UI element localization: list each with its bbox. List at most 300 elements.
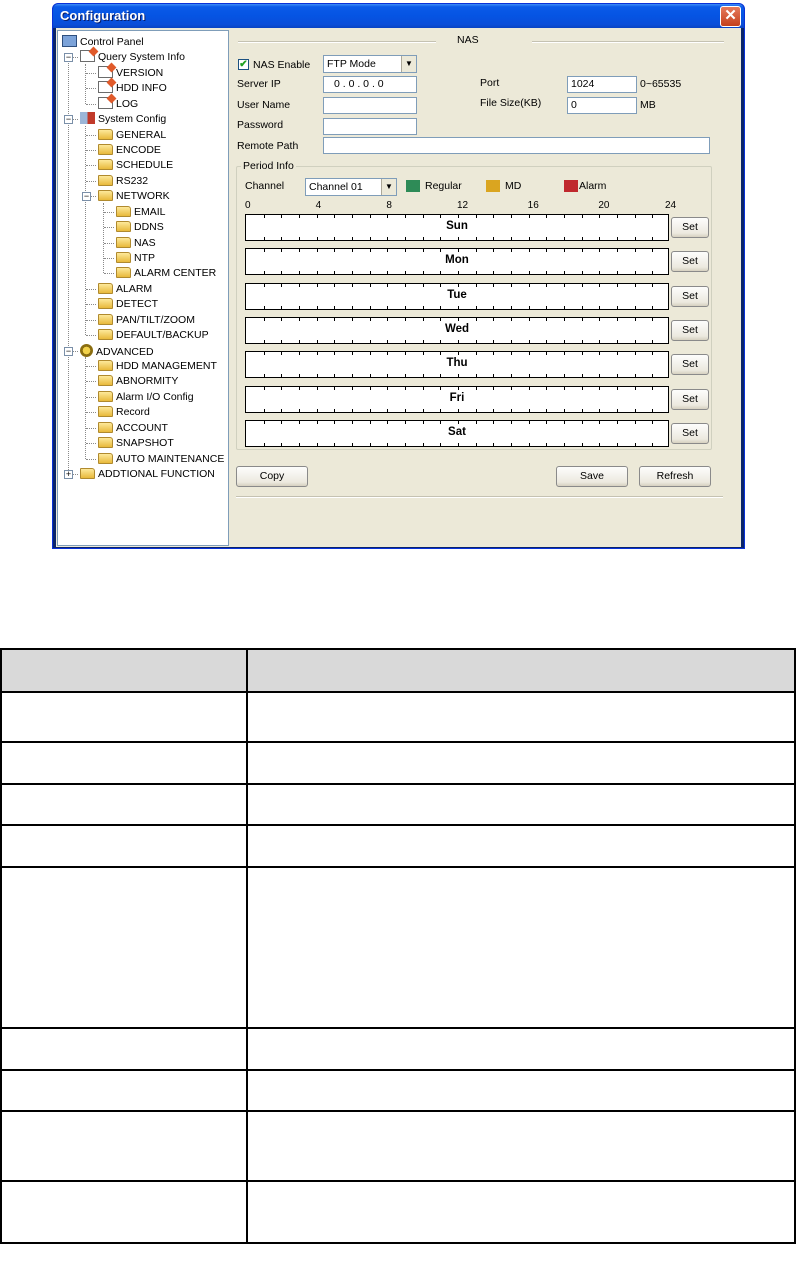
tree-item-label: RS232 xyxy=(116,174,149,187)
hour-tick xyxy=(635,318,636,321)
hour-tick xyxy=(511,249,512,252)
hour-tick xyxy=(352,284,353,287)
hour-tick xyxy=(281,352,282,355)
hour-tick xyxy=(529,340,530,343)
hour-tick xyxy=(564,352,565,355)
day-timeline-wed[interactable] xyxy=(245,317,669,344)
monitor-icon xyxy=(62,35,77,47)
table-cell xyxy=(247,742,795,784)
hour-tick xyxy=(405,215,406,218)
hour-tick xyxy=(440,318,441,321)
config-tree xyxy=(57,30,229,546)
hour-tick xyxy=(370,306,371,309)
hour-tick xyxy=(476,237,477,240)
hour-tick xyxy=(317,443,318,446)
hour-tick xyxy=(599,271,600,274)
tree-item-rs232[interactable] xyxy=(98,174,148,189)
tree-item-label: NAS xyxy=(134,236,156,249)
hour-tick xyxy=(652,387,653,390)
hour-tick xyxy=(546,284,547,287)
hour-tick xyxy=(582,352,583,355)
hour-tick xyxy=(458,318,459,321)
nas-enable-label: NAS Enable xyxy=(253,59,311,71)
hour-tick xyxy=(529,284,530,287)
hour-tick xyxy=(370,284,371,287)
hour-tick xyxy=(334,306,335,309)
folder-icon xyxy=(116,252,131,263)
tree-guide-line xyxy=(86,428,96,429)
set-button-mon[interactable]: Set xyxy=(671,251,709,272)
hour-tick xyxy=(405,443,406,446)
hour-tick xyxy=(511,237,512,240)
tree-item-alarm[interactable] xyxy=(98,282,152,297)
title-bar[interactable] xyxy=(53,4,744,28)
collapse-icon[interactable]: − xyxy=(65,345,72,356)
hour-tick xyxy=(264,215,265,218)
hour-tick xyxy=(440,249,441,252)
hour-tick xyxy=(617,443,618,446)
hour-tick xyxy=(599,409,600,412)
tree-item-hdd-management[interactable] xyxy=(98,359,217,374)
hour-tick xyxy=(652,249,653,252)
hour-tick xyxy=(635,249,636,252)
hour-tick xyxy=(334,237,335,240)
hour-tick xyxy=(617,421,618,424)
folder-icon xyxy=(98,453,113,464)
hour-tick xyxy=(511,421,512,424)
hour-tick xyxy=(334,443,335,446)
tools-icon xyxy=(80,112,95,124)
tree-item-label: Record xyxy=(116,406,150,419)
user-name-input[interactable] xyxy=(323,97,417,114)
nas-enable-checkbox[interactable] xyxy=(238,59,249,70)
tree-item-auto-maintenance[interactable] xyxy=(98,452,224,467)
folder-icon xyxy=(98,190,113,201)
hour-tick xyxy=(652,318,653,321)
hour-tick xyxy=(281,271,282,274)
hour-tick xyxy=(334,249,335,252)
day-timeline-tue[interactable] xyxy=(245,283,669,310)
set-button-sat[interactable]: Set xyxy=(671,423,709,444)
hour-tick xyxy=(370,387,371,390)
hour-tick xyxy=(564,249,565,252)
hour-tick xyxy=(352,409,353,412)
hour-tick xyxy=(599,249,600,252)
hour-tick xyxy=(299,421,300,424)
tree-guide-line xyxy=(104,227,114,228)
hour-tick xyxy=(405,249,406,252)
hour-tick xyxy=(334,387,335,390)
tree-item-label: ALARM CENTER xyxy=(134,267,217,280)
hour-tick xyxy=(582,306,583,309)
hour-tick xyxy=(458,249,459,252)
tree-item-alarm-center[interactable] xyxy=(116,266,216,281)
folder-open-icon xyxy=(116,237,131,248)
tree-item-default-backup[interactable] xyxy=(98,328,209,343)
folder-icon xyxy=(98,375,113,386)
hour-tick xyxy=(582,409,583,412)
tree-item-record[interactable] xyxy=(98,405,150,420)
hour-tick xyxy=(352,352,353,355)
hour-tick xyxy=(317,215,318,218)
hour-tick xyxy=(599,215,600,218)
hour-tick xyxy=(352,443,353,446)
hour-tick xyxy=(493,340,494,343)
hour-tick xyxy=(511,374,512,377)
alarm-legend-label: Alarm xyxy=(579,180,607,192)
tree-guide-line xyxy=(86,443,96,444)
edit-doc-icon xyxy=(98,81,113,93)
hour-tick xyxy=(264,249,265,252)
tree-item-label: VERSION xyxy=(116,66,164,79)
hour-tick xyxy=(635,443,636,446)
hour-tick xyxy=(299,306,300,309)
hour-tick xyxy=(546,443,547,446)
hour-tick xyxy=(599,306,600,309)
hour-tick xyxy=(317,387,318,390)
hour-tick xyxy=(652,374,653,377)
hour-tick xyxy=(334,271,335,274)
folder-icon xyxy=(98,360,113,371)
tree-item-abnormity[interactable] xyxy=(98,374,178,389)
hour-tick xyxy=(582,421,583,424)
tree-guide-line xyxy=(104,258,114,259)
user-name-label: User Name xyxy=(237,99,291,111)
tree-item-label: System Config xyxy=(98,113,167,126)
set-button-wed[interactable]: Set xyxy=(671,320,709,341)
hour-tick xyxy=(652,271,653,274)
set-button-thu[interactable]: Set xyxy=(671,354,709,375)
hour-tick xyxy=(652,237,653,240)
hour-tick xyxy=(281,340,282,343)
tree-item-label: ENCODE xyxy=(116,144,161,156)
edit-doc-icon xyxy=(80,50,95,62)
hour-tick xyxy=(635,271,636,274)
hour-tick-label: 0 xyxy=(245,200,251,211)
hour-tick xyxy=(546,340,547,343)
hour-tick xyxy=(476,409,477,412)
hour-tick xyxy=(370,215,371,218)
hour-tick xyxy=(582,271,583,274)
table-cell xyxy=(1,1028,247,1070)
hour-tick xyxy=(652,409,653,412)
window-client xyxy=(56,28,741,547)
hour-tick xyxy=(599,237,600,240)
mode-select-value: FTP Mode xyxy=(327,58,376,70)
hour-tick xyxy=(599,421,600,424)
hour-tick xyxy=(405,237,406,240)
tree-item-hdd-info[interactable] xyxy=(98,81,167,96)
hour-tick xyxy=(264,443,265,446)
expand-icon[interactable]: + xyxy=(65,469,72,480)
day-timeline-sun[interactable] xyxy=(245,214,669,241)
tree-item-system-config[interactable] xyxy=(80,112,166,127)
hour-tick xyxy=(493,443,494,446)
hour-tick xyxy=(582,443,583,446)
hour-tick xyxy=(317,306,318,309)
hour-tick xyxy=(546,374,547,377)
hour-tick xyxy=(281,387,282,390)
hour-tick xyxy=(352,271,353,274)
alarm-swatch xyxy=(564,180,578,192)
hour-tick xyxy=(423,306,424,309)
hour-tick xyxy=(529,352,530,355)
day-timeline-mon[interactable] xyxy=(245,248,669,275)
hour-tick xyxy=(564,306,565,309)
hour-tick xyxy=(529,409,530,412)
port-input[interactable]: 1024 xyxy=(567,76,637,93)
hour-tick xyxy=(564,409,565,412)
tree-item-detect[interactable] xyxy=(98,297,158,312)
tree-item-network[interactable] xyxy=(98,189,170,204)
hour-tick xyxy=(299,249,300,252)
hour-tick xyxy=(264,318,265,321)
hour-tick xyxy=(387,284,388,287)
hour-tick xyxy=(317,284,318,287)
hour-tick xyxy=(281,284,282,287)
period-info-legend: Period Info xyxy=(243,160,294,172)
hour-tick xyxy=(264,271,265,274)
hour-tick xyxy=(387,374,388,377)
day-timeline-fri[interactable] xyxy=(245,386,669,413)
tree-item-ntp[interactable] xyxy=(116,251,155,266)
collapse-icon[interactable]: − xyxy=(83,191,90,202)
tree-item-log[interactable] xyxy=(98,97,138,112)
hour-tick xyxy=(423,387,424,390)
tree-item-snapshot[interactable] xyxy=(98,436,174,451)
hour-tick xyxy=(405,352,406,355)
hour-tick xyxy=(458,340,459,343)
hour-tick xyxy=(299,215,300,218)
tree-item-nas[interactable] xyxy=(116,236,156,251)
tree-guide-line xyxy=(86,88,96,89)
table-row xyxy=(1,1111,795,1181)
tree-item-ddns[interactable] xyxy=(116,220,164,235)
remote-path-input[interactable] xyxy=(323,137,710,154)
hour-tick xyxy=(564,318,565,321)
tree-guide-line xyxy=(86,304,96,305)
hour-tick xyxy=(264,237,265,240)
hour-tick xyxy=(652,421,653,424)
table-row xyxy=(1,742,795,784)
hour-tick xyxy=(352,387,353,390)
table-cell xyxy=(247,1181,795,1243)
folder-icon xyxy=(98,175,113,186)
hour-tick xyxy=(370,421,371,424)
folder-icon xyxy=(98,422,113,433)
hour-tick xyxy=(476,284,477,287)
hour-tick xyxy=(635,215,636,218)
hour-tick xyxy=(405,374,406,377)
tree-item-account[interactable] xyxy=(98,421,168,436)
hour-tick xyxy=(334,284,335,287)
hour-tick xyxy=(635,306,636,309)
hour-tick xyxy=(511,340,512,343)
hour-tick xyxy=(352,249,353,252)
folder-icon xyxy=(98,314,113,325)
configuration-window xyxy=(52,3,745,549)
server-ip-input[interactable]: 0 . 0 . 0 . 0 xyxy=(323,76,417,93)
hour-tick xyxy=(635,340,636,343)
hour-tick xyxy=(546,318,547,321)
hour-tick-label: 12 xyxy=(457,200,469,211)
tree-item-query-system-info[interactable] xyxy=(80,50,185,65)
table-row xyxy=(1,1181,795,1243)
tree-item-label: PAN/TILT/ZOOM xyxy=(116,313,195,326)
tree-item-control-panel[interactable] xyxy=(62,35,144,50)
tree-guide-line xyxy=(86,335,96,336)
hour-tick xyxy=(617,352,618,355)
tree-item-label: ACCOUNT xyxy=(116,421,168,434)
tree-item-label: AUTO MAINTENANCE xyxy=(116,452,225,465)
md-swatch xyxy=(486,180,500,192)
hour-tick-label: 24 xyxy=(665,200,677,211)
hour-tick xyxy=(458,306,459,309)
section-divider-right xyxy=(532,41,724,43)
hour-tick xyxy=(546,421,547,424)
day-timeline-thu[interactable] xyxy=(245,351,669,378)
day-name: Fri xyxy=(449,391,465,404)
window-title: Configuration xyxy=(60,8,146,23)
file-size-input[interactable]: 0 xyxy=(567,97,637,114)
hour-tick xyxy=(352,306,353,309)
day-name: Thu xyxy=(446,357,468,370)
hour-tick xyxy=(440,215,441,218)
hour-tick xyxy=(617,237,618,240)
hour-tick xyxy=(476,306,477,309)
set-button-fri[interactable]: Set xyxy=(671,389,709,410)
hour-tick xyxy=(493,306,494,309)
nas-panel xyxy=(232,28,741,547)
hour-tick xyxy=(493,249,494,252)
tree-item-label: DDNS xyxy=(134,221,164,234)
hour-tick xyxy=(370,249,371,252)
hour-tick xyxy=(511,443,512,446)
hour-tick xyxy=(387,352,388,355)
hour-tick xyxy=(352,421,353,424)
table-header-cell xyxy=(1,649,247,692)
tree-item-label: HDD INFO xyxy=(116,82,167,95)
hour-tick xyxy=(370,318,371,321)
hour-tick xyxy=(582,387,583,390)
tree-item-label: LOG xyxy=(116,97,139,110)
tree-item-label: DEFAULT/BACKUP xyxy=(116,329,209,342)
hour-tick xyxy=(529,237,530,240)
hour-tick xyxy=(493,374,494,377)
hour-tick xyxy=(387,249,388,252)
save-button[interactable]: Save xyxy=(556,466,628,487)
copy-button[interactable]: Copy xyxy=(236,466,308,487)
tree-item-encode[interactable] xyxy=(98,143,161,158)
folder-icon xyxy=(98,298,113,309)
tree-item-version[interactable] xyxy=(98,66,163,81)
hour-tick xyxy=(317,352,318,355)
table-cell xyxy=(1,867,247,1028)
hour-tick xyxy=(546,352,547,355)
tree-item-advanced[interactable] xyxy=(80,344,154,359)
tree-item-general[interactable] xyxy=(98,128,166,143)
hour-tick xyxy=(652,352,653,355)
hour-tick xyxy=(387,340,388,343)
check-icon: ✔ xyxy=(239,59,248,70)
tree-item-pan-tilt-zoom[interactable] xyxy=(98,313,195,328)
hour-tick xyxy=(299,318,300,321)
hour-tick-label: 8 xyxy=(386,200,392,211)
close-button[interactable] xyxy=(720,6,741,27)
table-row xyxy=(1,784,795,825)
tree-item-email[interactable] xyxy=(116,205,166,220)
hour-tick xyxy=(617,340,618,343)
hour-tick xyxy=(334,340,335,343)
mode-select[interactable] xyxy=(323,55,417,73)
hour-tick xyxy=(387,237,388,240)
table-cell xyxy=(247,692,795,742)
collapse-icon[interactable]: − xyxy=(65,52,72,63)
hour-tick xyxy=(652,284,653,287)
hour-tick xyxy=(546,271,547,274)
tree-item-addtional-function[interactable] xyxy=(80,467,215,482)
hour-tick xyxy=(264,306,265,309)
channel-select[interactable] xyxy=(305,178,397,196)
hour-tick xyxy=(617,374,618,377)
edit-doc-icon xyxy=(98,66,113,78)
hour-tick xyxy=(334,421,335,424)
hour-tick-label: 16 xyxy=(527,200,539,211)
period-info-group xyxy=(236,160,712,450)
hour-tick xyxy=(564,387,565,390)
hour-tick xyxy=(281,421,282,424)
hour-tick xyxy=(458,443,459,446)
tree-guide-line xyxy=(86,381,96,382)
hour-tick xyxy=(440,443,441,446)
tree-item-alarm-i-o-config[interactable] xyxy=(98,390,194,405)
set-button-tue[interactable]: Set xyxy=(671,286,709,307)
hour-tick xyxy=(405,284,406,287)
set-button-sun[interactable]: Set xyxy=(671,217,709,238)
hour-tick xyxy=(423,340,424,343)
hour-tick xyxy=(511,352,512,355)
close-icon: ✕ xyxy=(724,7,737,24)
hour-tick xyxy=(476,387,477,390)
hour-tick xyxy=(582,340,583,343)
hour-tick xyxy=(652,306,653,309)
hour-tick xyxy=(423,249,424,252)
password-input[interactable] xyxy=(323,118,417,135)
regular-swatch xyxy=(406,180,420,192)
table-cell xyxy=(1,825,247,867)
hour-tick xyxy=(599,318,600,321)
hour-tick xyxy=(582,374,583,377)
edit-doc-icon xyxy=(98,97,113,109)
tree-item-label: SCHEDULE xyxy=(116,159,174,172)
folder-icon xyxy=(98,437,113,448)
hour-tick xyxy=(599,352,600,355)
bottom-divider xyxy=(236,496,723,498)
folder-icon xyxy=(98,391,113,402)
hour-tick xyxy=(387,318,388,321)
day-timeline-sat[interactable] xyxy=(245,420,669,447)
tree-item-schedule[interactable] xyxy=(98,158,173,173)
server-ip-label: Server IP xyxy=(237,78,281,90)
hour-tick xyxy=(387,306,388,309)
hour-tick xyxy=(299,387,300,390)
hour-tick xyxy=(281,443,282,446)
collapse-icon[interactable]: − xyxy=(65,114,72,125)
refresh-button[interactable]: Refresh xyxy=(639,466,711,487)
hour-tick xyxy=(476,374,477,377)
hour-tick xyxy=(440,421,441,424)
hour-tick xyxy=(370,271,371,274)
